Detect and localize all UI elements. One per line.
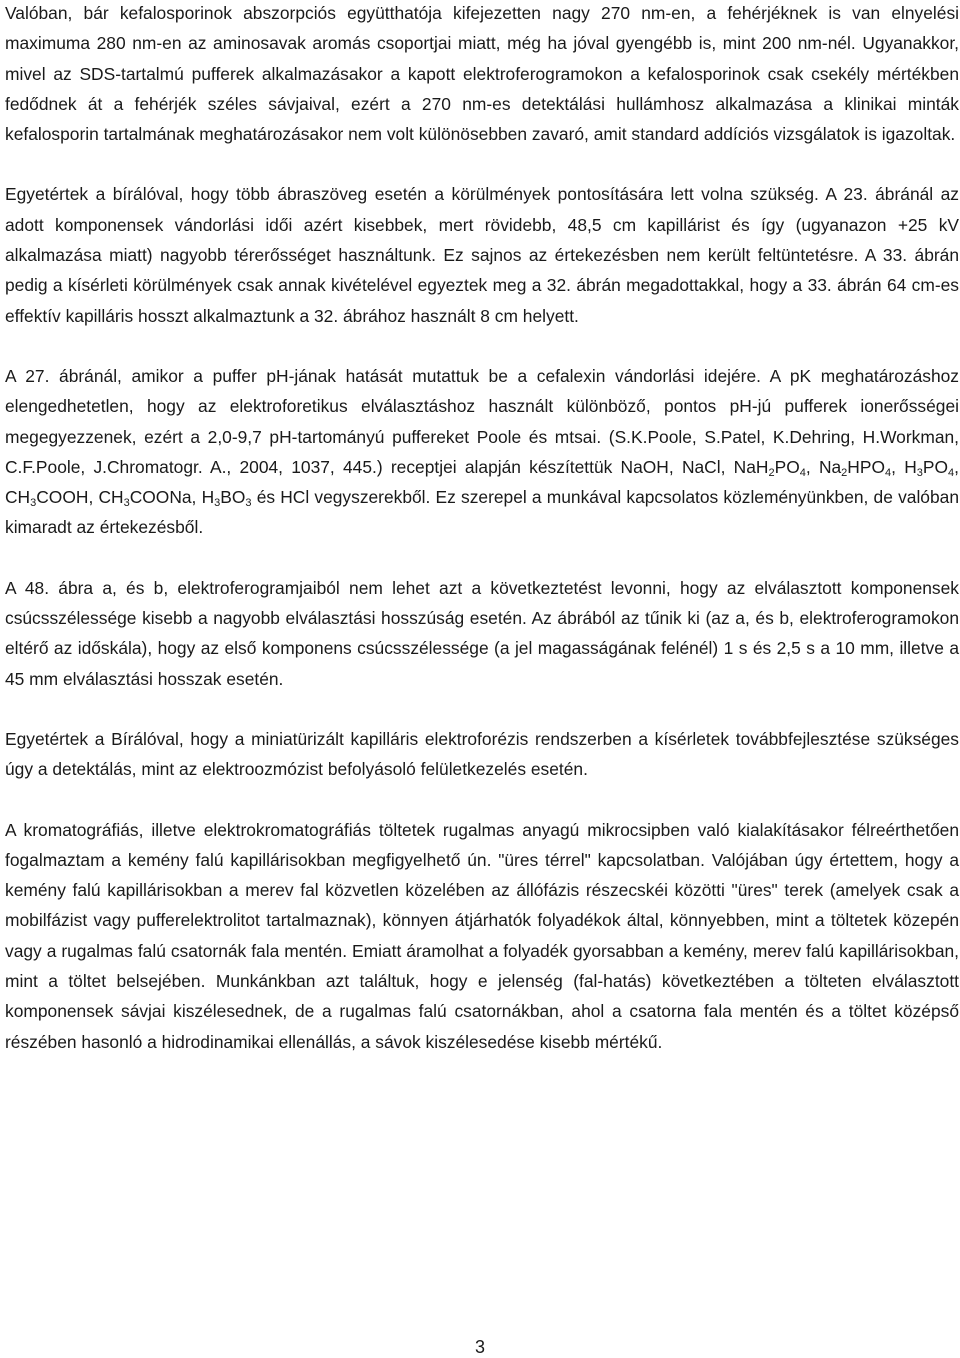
formula-na2hpo4: $Na_2HPO_4$ xyxy=(818,456,892,479)
buffer-outro-text: és HCl vegyszerekből. Ez szerepel a munkával kapcsolatos közleményünkben, de valóban kimaradt az értekezésből. xyxy=(5,487,959,538)
formula-h3bo3: $H_3BO_3$ xyxy=(201,487,252,510)
paragraph-packing-wall-effect: A kromatográfiás, illetve elektrokromatográfiás töltetek rugalmas anyagú mikrocsipben való kialakításakor félreérthetően fogalmaztam a kemény falú kapillárisokban megfigyelhető ún. "üres térrel" kapcsolatban. Valójában úgy értettem, hogy a kemény falú kapillárisokban a merev fal közvetlen közelében az állófázis részecskéi közötti "üres" terek (amelyek csak a mobilfázist vagy pufferelektrolitot tartalmaznak), könnyen átjárhatók folyadékok által, könnyebben, mint a töltetek közepén vagy a rugalmas falú csatornák fala mentén. Emiatt áramolhat a folyadék gyorsabban a kemény, merev falú kapillárisokban, mint a töltet belsejében. Munkánkban azt találtuk, hogy e jelenség (fal-hatás) következtében a tölteten elválasztott komponensek sávjai kiszélesednek, de a rugalmas falú csatornákban, ahol a csatorna fala mentén és a töltet középső részében hasonló a hidrodinamikai ellenállás, a sávok kiszélesedése kisebb mértékű. xyxy=(5,819,959,1052)
formula-ch3cooh: $CH_3COOH$ xyxy=(5,487,89,510)
formula-ch3coona: $CH_3COONa$ xyxy=(98,487,192,510)
document-page xyxy=(5,0,959,1057)
page-number: 3 xyxy=(474,1337,485,1357)
formula-h3po4: $H_3PO_4$ xyxy=(904,456,955,479)
paragraph-buffer-ph: A 27. ábránál, amikor a puffer pH-jának hatását mutattuk be a cefalexin vándorlási idejére. A pK meghatározáshoz elengedhetetlen, hogy az elektroforetikus elválasztáshoz használt különböző, pontos pH-jú pufferek ionerősségei megegyezzenek, ezért a 2,0-9,7 pH-tartományú puffereket Poole és mtsai. (S.K.Poole, S.Patel, K.Dehring, H.Workman, C.F.Poole, J.Chromatogr. A., 2004, 1037, 445.) receptjei alapján készítettük NaOH, NaCl, $NaH_2PO_4$, $Na_2HPO_4$, $H_3PO_4$, $CH_3COOH$, $CH_3COONa$, $H_3BO_3$ és HCl vegyszerekből. Ez szerepel a munkával kapcsolatos közleményünkben, de valóban kimaradt az értekezésből. xyxy=(5,365,959,538)
buffer-intro-text: A 27. ábránál, amikor a puffer pH-jának hatását mutattuk be a cefalexin vándorlási idejére. A pK meghatározáshoz elengedhetetlen, hogy az elektroforetikus elválasztáshoz használt különböző, pontos pH-jú pufferek ionerősségei megegyezzenek, ezért a 2,0-9,7 pH-tartományú puffereket Poole és mtsai. (S.K.Poole, S.Patel, K.Dehring, H.Workman, C.F.Poole, J.Chromatogr. A., 2004, 1037, 445.) receptjei alapján készítettük NaOH, NaCl, xyxy=(5,365,959,477)
formula-nah2po4: $NaH_2PO_4$ xyxy=(733,456,806,479)
paragraph-peak-width: A 48. ábra a, és b, elektroferogramjaiból nem lehet azt a következtetést levonni, hogy az elválasztott komponensek csúcsszélessége kisebb a nagyobb elválasztási hosszúság esetén. Az ábrából az tűnik ki (az a, és b, elektroferogramokon eltérő az időskála), hogy az első komponens csúcsszélessége (a jel magasságának felénél) 1 s és 2,5 s a 10 mm, illetve a 45 mm elválasztási hosszak esetén. xyxy=(5,577,959,689)
paragraph-miniaturized-ce: Egyetértek a Bírálóval, hogy a miniatürizált kapilláris elektroforézis rendszerben a kísérletek továbbfejlesztése szükséges úgy a detektálás, mint az elektroozmózist befolyásoló felületkezelés esetén. xyxy=(5,728,959,780)
paragraph-absorption: Valóban, bár kefalosporinok abszorpciós együtthatója kifejezetten nagy 270 nm-en, a fehérjéknek is van elnyelési maximuma 280 nm-en az aminosavak aromás csoportjai miatt, még ha jóval gyengébb is, mint 200 nm-nél. Ugyanakkor, mivel az SDS-tartalmú pufferek alkalmazásakor a kapott elektroferogramokon a kefalosporinok csak csekély mértékben fedődnek át a fehérjék széles sávjaival, ezért a 270 nm-es detektálási hullámhosz alkalmazása a klinikai minták kefalosporin tartalmának meghatározásakor nem volt különösebben zavaró, amit standard addíciós vizsgálatok is igazoltak. xyxy=(5,3,959,145)
paragraph-figure-captions: Egyetértek a bírálóval, hogy több ábraszöveg esetén a körülmények pontosítására lett volna szükség. A 23. ábránál az adott komponensek vándorlási idői azért kisebbek, mert rövidebb, 48,5 cm kapillárist és így (ugyanazon +25 kV alkalmazása miatt) nagyobb térerősséget használtunk. Ez sajnos az értekezésben nem került feltüntetésre. A 33. ábrán pedig a kísérleti körülmények csak annak kivételével egyeztek meg a 32. ábrán megadottakkal, hogy a 33. ábrán 64 cm-es effektív kapilláris hosszt alkalmaztunk a 32. ábrához használt 8 cm helyett. xyxy=(5,184,959,326)
